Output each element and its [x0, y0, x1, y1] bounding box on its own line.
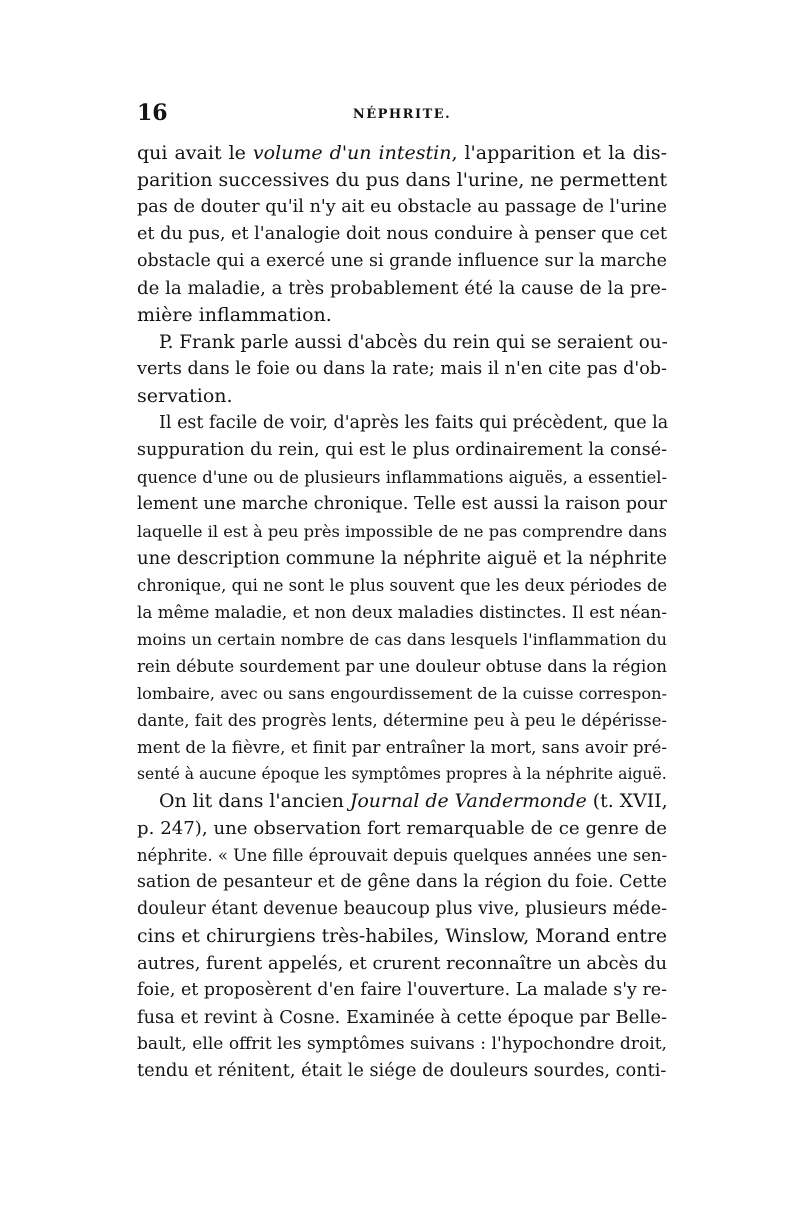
body-text — [137, 140, 667, 1085]
text-line: foie, et proposèrent d'en faire l'ouverture. La malade s'y re- — [137, 980, 667, 1000]
text-segment: qui avait le — [137, 142, 253, 164]
text-line: senté à aucune époque les symptômes propres à la néphrite aiguë. — [137, 765, 667, 783]
text-line: chronique, qui ne sont le plus souvent que les deux périodes de — [137, 576, 668, 595]
text-line: tendu et rénitent, était le siége de douleurs sourdes, conti- — [137, 1061, 667, 1081]
text-line: p. 247), une observation fort remarquable de ce genre de — [137, 818, 667, 839]
text-line: mière inflammation. — [137, 304, 332, 326]
page-header — [137, 100, 667, 130]
text-line: de la maladie, a très probablement été la cause de la pre- — [137, 278, 667, 299]
text-line: quence d'une ou de plusieurs inflammations aiguës, a essentiel- — [137, 468, 667, 487]
text-line: la même maladie, et non deux maladies distinctes. Il est néan- — [137, 602, 667, 622]
text-line: néphrite. « Une fille éprouvait depuis quelques années une sen- — [137, 846, 667, 865]
text-line — [137, 788, 667, 815]
text-line: obstacle qui a exercé une si grande influence sur la marche — [137, 251, 667, 271]
text-line: dante, fait des progrès lents, détermine peu à peu le dépérisse- — [137, 711, 667, 730]
text-line: parition successives du pus dans l'urine, ne permettent — [137, 169, 668, 191]
text-line: verts dans le foie ou dans la rate; mais il n'en cite pas d'ob- — [137, 359, 667, 379]
text-line: et du pus, et l'analogie doit nous conduire à penser que cet — [137, 224, 667, 244]
text-line: sation de pesanteur et de gêne dans la région du foie. Cette — [137, 872, 667, 892]
text-line: suppuration du rein, qui est le plus ordinairement la consé- — [137, 440, 668, 460]
italic-title: Journal de Vandermonde — [349, 790, 587, 812]
text-line — [137, 140, 667, 167]
text-line: cins et chirurgiens très-habiles, Winslow, Morand entre — [137, 926, 667, 947]
text-line: autres, furent appelés, et crurent reconnaître un abcès du — [137, 953, 668, 974]
text-line: fusa et revint à Cosne. Examinée à cette époque par Belle- — [137, 1007, 667, 1028]
text-line: P. Frank parle aussi d'abcès du rein qui se seraient ou- — [159, 332, 668, 353]
text-line: bault, elle offrit les symptômes suivans : l'hypochondre droit, — [137, 1034, 667, 1054]
text-line: laquelle il est à peu près impossible de ne pas comprendre dans — [137, 522, 667, 541]
text-line: pas de douter qu'il n'y ait eu obstacle au passage de l'urine — [137, 197, 667, 217]
text-line: douleur étant devenue beaucoup plus vive, plusieurs méde- — [137, 899, 667, 919]
running-title: NÉPHRITE. — [352, 107, 452, 122]
text-line: Il est facile de voir, d'après les faits qui précèdent, que la — [159, 413, 669, 433]
italic-title: volume d'un intestin — [252, 142, 452, 164]
text-line: une description commune la néphrite aiguë et la néphrite — [137, 548, 667, 569]
text-segment: , l'apparition et la dis- — [451, 142, 668, 164]
text-line: lement une marche chronique. Telle est aussi la raison pour — [137, 494, 667, 514]
text-line: rein débute sourdement par une douleur obtuse dans la région — [137, 657, 667, 676]
text-line: moins un certain nombre de cas dans lesquels l'inflammation du — [137, 630, 667, 649]
text-line: ment de la fièvre, et finit par entraîner la mort, sans avoir pré- — [137, 738, 667, 757]
text-segment: On lit dans l'ancien — [159, 790, 350, 812]
text-segment: (t. XVII, — [586, 790, 668, 812]
text-line: lombaire, avec ou sans engourdissement de la cuisse correspon- — [137, 684, 667, 703]
page-number: 16 — [137, 100, 168, 126]
text-line: servation. — [137, 385, 233, 407]
